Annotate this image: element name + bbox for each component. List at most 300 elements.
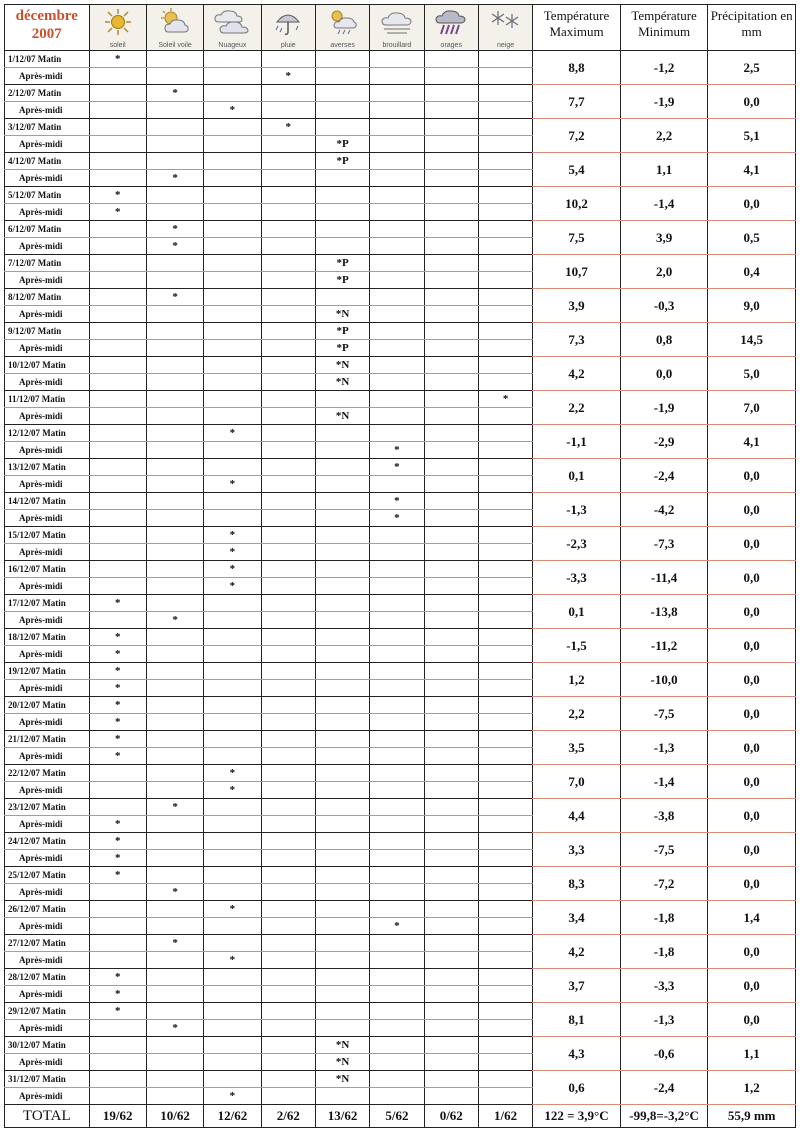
temp-max-header: Température Maximum (533, 5, 621, 51)
weather-cell-pluie (261, 272, 315, 289)
weather-cell-averses (315, 697, 369, 714)
weather-cell-brouillard (370, 969, 424, 986)
weather-cell-soleil-voile (146, 561, 203, 578)
weather-cell-neige (478, 425, 532, 442)
weather-cell-soleil (89, 952, 146, 969)
weather-cell-orages (424, 765, 478, 782)
weather-cell-averses (315, 476, 369, 493)
weather-cell-soleil-voile (146, 425, 203, 442)
weather-cell-neige (478, 901, 532, 918)
weather-cell-pluie (261, 680, 315, 697)
weather-cell-brouillard (370, 221, 424, 238)
weather-cell-soleil-voile (146, 272, 203, 289)
afternoon-label: Après-midi (5, 816, 90, 833)
day-row-morning (5, 799, 796, 816)
weather-cell-pluie (261, 1054, 315, 1071)
temp-min-value: -1,3 (620, 731, 708, 765)
totals-row (5, 1105, 796, 1128)
weather-cell-soleil: * (89, 663, 146, 680)
day-row-morning (5, 901, 796, 918)
weather-cell-soleil-voile (146, 918, 203, 935)
weather-cell-pluie (261, 170, 315, 187)
weather-cell-pluie (261, 425, 315, 442)
weather-cell-nuageux (204, 646, 261, 663)
weather-cell-soleil-voile (146, 595, 203, 612)
precipitation-value: 5,0 (708, 357, 796, 391)
weather-cell-neige (478, 935, 532, 952)
temp-max-value: 0,1 (533, 595, 621, 629)
temp-min-value: -1,8 (620, 901, 708, 935)
weather-cell-brouillard (370, 527, 424, 544)
weather-cell-neige (478, 340, 532, 357)
weather-cell-orages (424, 918, 478, 935)
weather-cell-pluie (261, 1003, 315, 1020)
date-label: 18/12/07 Matin (5, 629, 90, 646)
temp-min-value: 1,1 (620, 153, 708, 187)
weather-cell-nuageux (204, 221, 261, 238)
afternoon-label: Après-midi (5, 374, 90, 391)
weather-cell-averses (315, 918, 369, 935)
day-row-morning (5, 527, 796, 544)
weather-cell-neige (478, 714, 532, 731)
weather-cell-soleil-voile (146, 1003, 203, 1020)
weather-cell-averses (315, 935, 369, 952)
temp-min-value: -11,4 (620, 561, 708, 595)
weather-cell-averses (315, 1020, 369, 1037)
date-label: 6/12/07 Matin (5, 221, 90, 238)
weather-cell-neige (478, 272, 532, 289)
afternoon-label: Après-midi (5, 986, 90, 1003)
weather-cell-averses (315, 850, 369, 867)
temp-max-value: 7,2 (533, 119, 621, 153)
weather-cell-neige (478, 612, 532, 629)
weather-cell-soleil: * (89, 969, 146, 986)
temp-max-value: 3,3 (533, 833, 621, 867)
weather-header-orages (424, 5, 478, 51)
precipitation-value: 0,5 (708, 221, 796, 255)
date-label: 10/12/07 Matin (5, 357, 90, 374)
weather-cell-pluie (261, 731, 315, 748)
weather-cell-nuageux (204, 68, 261, 85)
weather-cell-pluie (261, 952, 315, 969)
temp-min-value: -7,2 (620, 867, 708, 901)
weather-cell-neige (478, 1037, 532, 1054)
weather-cell-soleil-voile: * (146, 238, 203, 255)
weather-cell-soleil (89, 255, 146, 272)
weather-cell-neige (478, 578, 532, 595)
weather-cell-averses (315, 952, 369, 969)
weather-cell-nuageux: * (204, 476, 261, 493)
weather-cell-soleil (89, 340, 146, 357)
weather-cell-neige (478, 136, 532, 153)
weather-cell-nuageux (204, 697, 261, 714)
weather-cell-averses (315, 646, 369, 663)
weather-cell-brouillard: * (370, 510, 424, 527)
precipitation-value: 0,0 (708, 731, 796, 765)
weather-cell-neige (478, 1088, 532, 1105)
weather-cell-pluie (261, 646, 315, 663)
precipitation-value: 4,1 (708, 153, 796, 187)
weather-cell-pluie (261, 833, 315, 850)
weather-cell-orages (424, 646, 478, 663)
precipitation-value: 5,1 (708, 119, 796, 153)
weather-cell-pluie (261, 1088, 315, 1105)
weather-cell-neige (478, 85, 532, 102)
weather-cell-nuageux (204, 612, 261, 629)
weather-cell-nuageux: * (204, 425, 261, 442)
afternoon-label: Après-midi (5, 136, 90, 153)
weather-cell-brouillard (370, 748, 424, 765)
weather-cell-soleil (89, 119, 146, 136)
weather-cell-neige (478, 510, 532, 527)
weather-cell-soleil: * (89, 833, 146, 850)
precipitation-value: 0,0 (708, 833, 796, 867)
total-temp-min: -99,8=-3,2°C (620, 1105, 708, 1128)
weather-cell-soleil-voile (146, 986, 203, 1003)
weather-cell-brouillard (370, 952, 424, 969)
weather-cell-brouillard (370, 799, 424, 816)
weather-cell-averses (315, 816, 369, 833)
temp-min-value: -7,5 (620, 697, 708, 731)
weather-cell-soleil-voile (146, 901, 203, 918)
weather-cell-nuageux: * (204, 1088, 261, 1105)
weather-cell-nuageux (204, 85, 261, 102)
weather-cell-neige (478, 408, 532, 425)
weather-cell-orages (424, 68, 478, 85)
weather-cell-nuageux: * (204, 544, 261, 561)
weather-cell-neige (478, 663, 532, 680)
total-count-soleil-voile: 10/62 (146, 1105, 203, 1128)
weather-cell-orages (424, 986, 478, 1003)
weather-cell-nuageux: * (204, 578, 261, 595)
weather-cell-soleil-voile (146, 153, 203, 170)
weather-cell-soleil (89, 1071, 146, 1088)
temp-min-value: -1,4 (620, 765, 708, 799)
afternoon-label: Après-midi (5, 204, 90, 221)
weather-cell-soleil (89, 918, 146, 935)
weather-cell-orages (424, 85, 478, 102)
weather-cell-neige (478, 782, 532, 799)
total-count-brouillard: 5/62 (370, 1105, 424, 1128)
weather-cell-orages (424, 697, 478, 714)
weather-cell-brouillard (370, 340, 424, 357)
date-label: 31/12/07 Matin (5, 1071, 90, 1088)
weather-cell-soleil-voile (146, 187, 203, 204)
weather-cell-orages (424, 170, 478, 187)
weather-cell-pluie (261, 204, 315, 221)
weather-cell-pluie (261, 901, 315, 918)
weather-cell-brouillard (370, 1071, 424, 1088)
weather-cell-averses (315, 748, 369, 765)
date-label: 29/12/07 Matin (5, 1003, 90, 1020)
weather-cell-soleil-voile (146, 357, 203, 374)
weather-cell-orages (424, 527, 478, 544)
weather-cell-neige (478, 68, 532, 85)
date-label: 27/12/07 Matin (5, 935, 90, 952)
weather-cell-brouillard: * (370, 493, 424, 510)
weather-cell-orages (424, 340, 478, 357)
weather-cell-nuageux (204, 204, 261, 221)
precipitation-value: 0,0 (708, 595, 796, 629)
temp-min-header: Température Minimum (620, 5, 708, 51)
weather-cell-orages (424, 680, 478, 697)
weather-cell-nuageux (204, 663, 261, 680)
weather-cell-pluie (261, 544, 315, 561)
weather-cell-nuageux: * (204, 527, 261, 544)
weather-cell-orages (424, 1071, 478, 1088)
weather-cell-nuageux (204, 816, 261, 833)
weather-cell-pluie (261, 493, 315, 510)
date-label: 25/12/07 Matin (5, 867, 90, 884)
snowflake-icon (488, 8, 524, 36)
day-row-morning (5, 629, 796, 646)
weather-cell-pluie (261, 697, 315, 714)
weather-cell-brouillard (370, 51, 424, 68)
temp-min-value: -1,9 (620, 85, 708, 119)
weather-cell-brouillard (370, 1003, 424, 1020)
weather-cell-neige (478, 204, 532, 221)
weather-cell-brouillard (370, 680, 424, 697)
weather-cell-brouillard (370, 85, 424, 102)
weather-cell-averses: *N (315, 306, 369, 323)
weather-label-nuageux: Nuageux (218, 42, 247, 49)
weather-cell-pluie (261, 510, 315, 527)
date-label: 11/12/07 Matin (5, 391, 90, 408)
day-row-morning (5, 663, 796, 680)
temp-min-value: 0,8 (620, 323, 708, 357)
weather-cell-nuageux (204, 799, 261, 816)
afternoon-label: Après-midi (5, 306, 90, 323)
weather-cell-orages (424, 816, 478, 833)
weather-cell-soleil-voile (146, 748, 203, 765)
afternoon-label: Après-midi (5, 238, 90, 255)
weather-cell-soleil: * (89, 51, 146, 68)
weather-cell-neige (478, 238, 532, 255)
weather-cell-orages (424, 748, 478, 765)
weather-cell-pluie (261, 323, 315, 340)
weather-cell-nuageux (204, 442, 261, 459)
weather-cell-neige (478, 986, 532, 1003)
temp-min-value: -2,4 (620, 1071, 708, 1105)
afternoon-label: Après-midi (5, 510, 90, 527)
weather-cell-neige (478, 1071, 532, 1088)
weather-cell-brouillard (370, 391, 424, 408)
day-row-morning (5, 765, 796, 782)
weather-cell-soleil (89, 799, 146, 816)
temp-min-value: -1,2 (620, 51, 708, 85)
weather-cell-averses (315, 969, 369, 986)
date-label: 28/12/07 Matin (5, 969, 90, 986)
weather-cell-nuageux (204, 459, 261, 476)
temp-min-value: 3,9 (620, 221, 708, 255)
temp-min-value: -1,4 (620, 187, 708, 221)
weather-cell-brouillard (370, 238, 424, 255)
day-row-morning (5, 323, 796, 340)
afternoon-label: Après-midi (5, 476, 90, 493)
afternoon-label: Après-midi (5, 646, 90, 663)
weather-cell-orages (424, 799, 478, 816)
temp-min-value: 2,0 (620, 255, 708, 289)
temp-max-value: 3,4 (533, 901, 621, 935)
weather-cell-brouillard (370, 136, 424, 153)
weather-cell-nuageux: * (204, 765, 261, 782)
date-label: 13/12/07 Matin (5, 459, 90, 476)
weather-header-neige (478, 5, 532, 51)
day-row-morning (5, 289, 796, 306)
temp-max-value: 4,2 (533, 935, 621, 969)
weather-cell-soleil (89, 170, 146, 187)
weather-cell-orages (424, 578, 478, 595)
weather-cell-averses: *N (315, 1054, 369, 1071)
weather-cell-orages (424, 731, 478, 748)
weather-cell-averses (315, 1088, 369, 1105)
weather-cell-brouillard (370, 663, 424, 680)
weather-cell-brouillard (370, 833, 424, 850)
sun-behind-cloud-icon (159, 8, 191, 36)
weather-cell-soleil-voile (146, 68, 203, 85)
date-label: 17/12/07 Matin (5, 595, 90, 612)
afternoon-label: Après-midi (5, 1054, 90, 1071)
day-row-morning (5, 969, 796, 986)
temp-max-value: 8,8 (533, 51, 621, 85)
day-row-morning (5, 357, 796, 374)
date-label: 23/12/07 Matin (5, 799, 90, 816)
weather-cell-pluie (261, 629, 315, 646)
weather-cell-nuageux (204, 731, 261, 748)
weather-header-averses (315, 5, 369, 51)
afternoon-label: Après-midi (5, 68, 90, 85)
date-label: 30/12/07 Matin (5, 1037, 90, 1054)
weather-cell-pluie (261, 255, 315, 272)
weather-cell-soleil-voile (146, 119, 203, 136)
weather-cell-averses: *P (315, 153, 369, 170)
weather-cell-nuageux (204, 935, 261, 952)
weather-cell-nuageux (204, 680, 261, 697)
day-row-morning (5, 459, 796, 476)
temp-max-value: -1,3 (533, 493, 621, 527)
weather-cell-pluie (261, 782, 315, 799)
weather-cell-brouillard (370, 1088, 424, 1105)
temp-max-value: 8,3 (533, 867, 621, 901)
total-count-neige: 1/62 (478, 1105, 532, 1128)
weather-cell-orages (424, 255, 478, 272)
weather-header-soleil (89, 5, 146, 51)
temp-min-value: -4,2 (620, 493, 708, 527)
day-rows (5, 51, 796, 1105)
weather-cell-soleil: * (89, 731, 146, 748)
temp-max-value: 10,2 (533, 187, 621, 221)
weather-cell-neige (478, 289, 532, 306)
weather-cell-soleil: * (89, 714, 146, 731)
weather-cell-averses (315, 187, 369, 204)
weather-cell-pluie (261, 1020, 315, 1037)
weather-cell-soleil: * (89, 986, 146, 1003)
weather-cell-soleil-voile: * (146, 85, 203, 102)
weather-cell-nuageux (204, 136, 261, 153)
weather-cell-soleil-voile (146, 578, 203, 595)
afternoon-label: Après-midi (5, 340, 90, 357)
weather-cell-averses (315, 102, 369, 119)
weather-cell-soleil-voile (146, 102, 203, 119)
precipitation-value: 0,0 (708, 765, 796, 799)
weather-cell-brouillard (370, 986, 424, 1003)
weather-cell-soleil-voile: * (146, 289, 203, 306)
weather-cell-pluie (261, 340, 315, 357)
weather-cell-averses (315, 595, 369, 612)
day-row-morning (5, 425, 796, 442)
precipitation-value: 0,0 (708, 561, 796, 595)
weather-cell-orages (424, 476, 478, 493)
weather-label-orages: orages (440, 42, 462, 49)
afternoon-label: Après-midi (5, 102, 90, 119)
temp-max-value: 0,6 (533, 1071, 621, 1105)
weather-cell-soleil (89, 544, 146, 561)
clouds-icon (212, 8, 252, 36)
weather-cell-pluie (261, 442, 315, 459)
weather-cell-orages (424, 901, 478, 918)
weather-cell-averses: *N (315, 1037, 369, 1054)
weather-cell-averses (315, 544, 369, 561)
total-temp-max: 122 = 3,9°C (533, 1105, 621, 1128)
weather-cell-averses: *N (315, 374, 369, 391)
weather-cell-soleil (89, 1054, 146, 1071)
day-row-morning (5, 697, 796, 714)
weather-cell-soleil: * (89, 748, 146, 765)
weather-cell-soleil-voile (146, 680, 203, 697)
weather-cell-nuageux (204, 510, 261, 527)
afternoon-label: Après-midi (5, 544, 90, 561)
day-row-morning (5, 561, 796, 578)
weather-cell-pluie (261, 85, 315, 102)
weather-cell-orages (424, 102, 478, 119)
sun-icon (103, 8, 133, 36)
month-header (5, 5, 90, 51)
weather-cell-nuageux (204, 255, 261, 272)
weather-cell-averses (315, 578, 369, 595)
weather-cell-soleil-voile: * (146, 612, 203, 629)
date-label: 14/12/07 Matin (5, 493, 90, 510)
weather-cell-nuageux (204, 408, 261, 425)
weather-cell-averses (315, 170, 369, 187)
weather-cell-soleil-voile (146, 1071, 203, 1088)
temp-min-value: -2,9 (620, 425, 708, 459)
weather-cell-soleil-voile: * (146, 1020, 203, 1037)
temp-max-value: -1,1 (533, 425, 621, 459)
weather-cell-soleil-voile (146, 510, 203, 527)
afternoon-label: Après-midi (5, 918, 90, 935)
weather-cell-soleil-voile: * (146, 799, 203, 816)
weather-cell-averses: *P (315, 255, 369, 272)
weather-cell-nuageux (204, 1071, 261, 1088)
weather-cell-soleil-voile (146, 204, 203, 221)
weather-cell-soleil-voile (146, 629, 203, 646)
weather-cell-nuageux (204, 357, 261, 374)
weather-label-soleil-voile: Soleil voile (158, 42, 192, 49)
month-label: décembre (15, 8, 78, 24)
precipitation-value: 0,0 (708, 187, 796, 221)
weather-cell-neige (478, 374, 532, 391)
weather-cell-soleil: * (89, 850, 146, 867)
weather-cell-nuageux (204, 833, 261, 850)
precipitation-value: 0,0 (708, 1003, 796, 1037)
weather-cell-brouillard (370, 901, 424, 918)
weather-cell-pluie (261, 918, 315, 935)
weather-label-soleil: soleil (109, 42, 126, 49)
weather-cell-brouillard (370, 187, 424, 204)
weather-cell-nuageux (204, 1003, 261, 1020)
precipitation-value: 1,4 (708, 901, 796, 935)
weather-cell-soleil (89, 935, 146, 952)
